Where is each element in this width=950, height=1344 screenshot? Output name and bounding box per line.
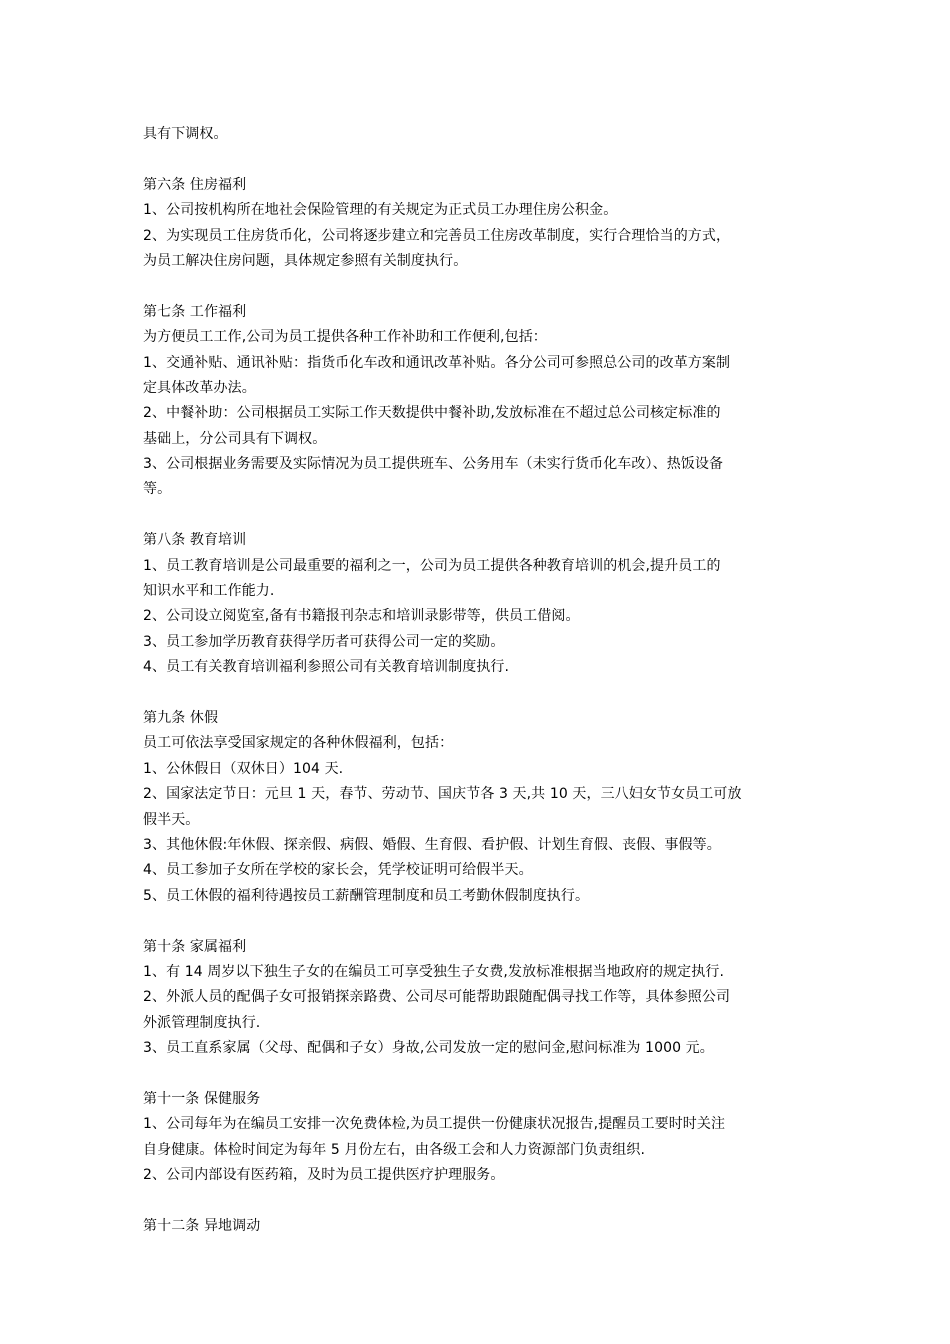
text-line: 3、员工参加学历教育获得学历者可获得公司一定的奖励。: [143, 633, 505, 650]
text-line: 1、有 14 周岁以下独生子女的在编员工可享受独生子女费,发放标准根据当地政府的规定执行.: [143, 963, 725, 980]
text-line: 1、公司每年为在编员工安排一次免费体检,为员工提供一份健康状况报告,提醒员工要时时关注: [143, 1116, 726, 1133]
section-heading: 第九条 休假: [143, 709, 219, 726]
section-heading: 第六条 住房福利: [143, 176, 247, 193]
section-heading: 第十条 家属福利: [143, 938, 247, 955]
text-line: 2、外派人员的配偶子女可报销探亲路费、公司尽可能帮助跟随配偶寻找工作等，具体参照公司: [143, 989, 731, 1006]
section-heading: 第七条 工作福利: [143, 303, 247, 320]
text-line: 2、为实现员工住房货币化，公司将逐步建立和完善员工住房改革制度，实行合理恰当的方式，: [143, 227, 731, 244]
text-line: 自身健康。体检时间定为每年 5 月份左右，由各级工会和人力资源部门负责组织.: [143, 1141, 646, 1158]
blank-line: [143, 503, 815, 528]
text-line: 具有下调权。: [143, 126, 228, 142]
section-heading: 第十二条 异地调动: [143, 1217, 261, 1234]
blank-line: [143, 1188, 815, 1213]
text-line: 2、公司内部设有医药箱，及时为员工提供医疗护理服务。: [143, 1167, 505, 1184]
text-line: 1、员工教育培训是公司最重要的福利之一，公司为员工提供各种教育培训的机会,提升员工的: [143, 557, 721, 574]
blank-line: [143, 909, 815, 934]
text-line: 假半天。: [143, 811, 200, 828]
text-line: 1、公休假日（双休日）104 天.: [143, 760, 344, 777]
text-line: 定具体改革办法。: [143, 379, 256, 396]
text-line: 3、其他休假:年休假、探亲假、病假、婚假、生育假、看护假、计划生育假、丧假、事假等。: [143, 836, 721, 853]
text-line: 员工可依法享受国家规定的各种休假福利，包括：: [143, 735, 454, 752]
text-line: 为员工解决住房问题，具体规定参照有关制度执行。: [143, 252, 468, 269]
section-heading: 第八条 教育培训: [143, 532, 247, 549]
text-line: 2、公司设立阅览室,备有书籍报刊杂志和培训录影带等，供员工借阅。: [143, 608, 580, 625]
text-line: 1、交通补贴、通讯补贴：指货币化车改和通讯改革补贴。各分公司可参照总公司的改革方案制: [143, 354, 731, 371]
text-line: 基础上，分公司具有下调权。: [143, 430, 327, 447]
text-line: 4、员工参加子女所在学校的家长会，凭学校证明可给假半天。: [143, 862, 533, 879]
blank-line: [143, 1061, 815, 1086]
text-line: 知识水平和工作能力.: [143, 583, 275, 600]
document-body: [143, 122, 815, 1239]
text-line: 3、员工直系家属（父母、配偶和子女）身故,公司发放一定的慰问金,慰问标准为 1000 元。: [143, 1040, 714, 1057]
blank-line: [143, 274, 815, 299]
blank-line: [143, 681, 815, 706]
blank-line: [143, 147, 815, 172]
text-line: 1、公司按机构所在地社会保险管理的有关规定为正式员工办理住房公积金。: [143, 202, 618, 219]
section-heading: 第十一条 保健服务: [143, 1090, 261, 1107]
text-line: 2、国家法定节日：元旦 1 天，春节、劳动节、国庆节各 3 天,共 10 天，三八妇女节女员工可放: [143, 786, 742, 803]
text-line: 为方便员工工作,公司为员工提供各种工作补助和工作便利,包括：: [143, 329, 547, 346]
text-line: 3、公司根据业务需要及实际情况为员工提供班车、公务用车（未实行货币化车改）、热饭设备: [143, 456, 724, 473]
text-line: 外派管理制度执行.: [143, 1014, 261, 1031]
text-line: 4、员工有关教育培训福利参照公司有关教育培训制度执行.: [143, 659, 510, 676]
text-line: 等。: [143, 481, 172, 498]
text-line: 5、员工休假的福利待遇按员工薪酬管理制度和员工考勤休假制度执行。: [143, 887, 590, 904]
text-line: 2、中餐补助：公司根据员工实际工作天数提供中餐补助,发放标准在不超过总公司核定标准的: [143, 405, 721, 422]
